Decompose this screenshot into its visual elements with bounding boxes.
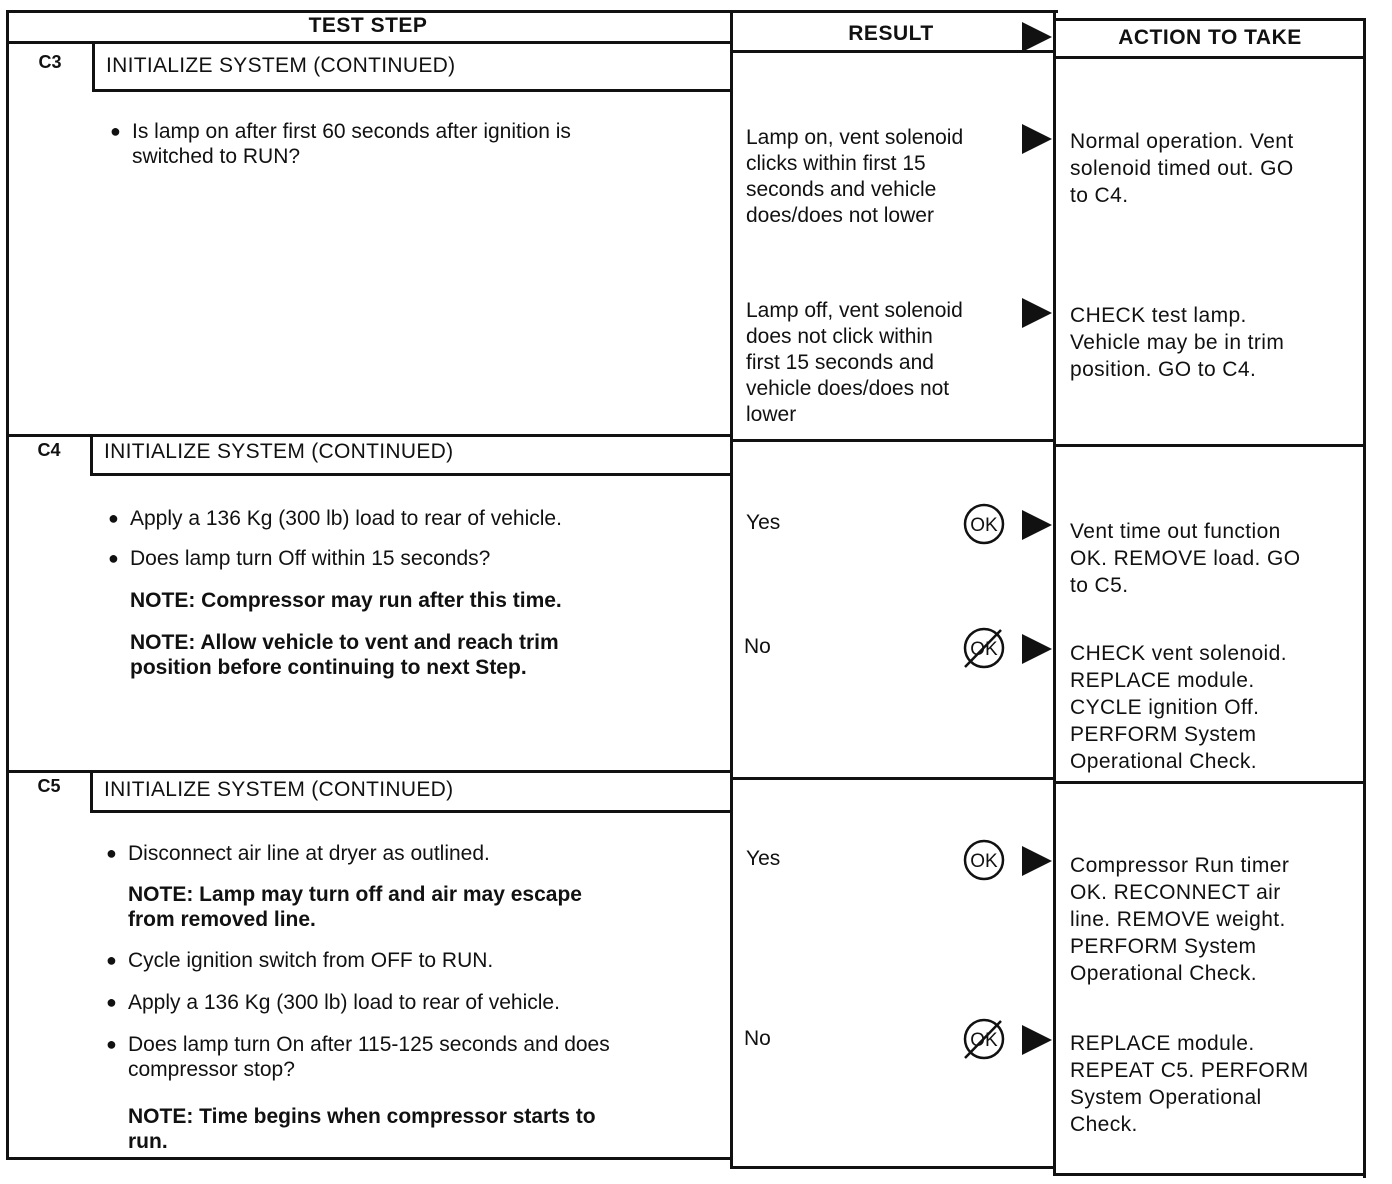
c4-action-no bbox=[1070, 640, 1287, 775]
c3-result-2 bbox=[746, 298, 963, 428]
not-ok-icon-label: OK bbox=[970, 639, 998, 660]
instruction-text: Disconnect air line at dryer as outlined. bbox=[128, 842, 490, 865]
c3-action-1 bbox=[1070, 128, 1294, 209]
c4-instruction-2 bbox=[108, 546, 491, 571]
not-ok-circle-icon bbox=[963, 1018, 1005, 1060]
table-right-border bbox=[1363, 18, 1366, 1178]
not-ok-circle-icon bbox=[963, 627, 1005, 669]
instruction-text: Does lamp turn On after 115-125 seconds and does bbox=[128, 1033, 610, 1056]
c4-bottom-border bbox=[6, 770, 733, 773]
action-line: REPLACE module. bbox=[1070, 669, 1255, 692]
c3-action-bottom-border bbox=[1053, 444, 1366, 447]
note-text: run. bbox=[128, 1130, 168, 1153]
action-line: PERFORM System bbox=[1070, 723, 1257, 746]
bullet-icon: ● bbox=[106, 992, 117, 1012]
result-line: first 15 seconds and bbox=[746, 351, 934, 374]
result-header-bottom-border bbox=[730, 50, 1056, 53]
result-line: seconds and vehicle bbox=[746, 178, 937, 201]
c4-result-no: No bbox=[744, 635, 771, 658]
header-test-step: TEST STEP bbox=[308, 14, 428, 37]
not-ok-icon-label: OK bbox=[970, 1030, 998, 1051]
col-divider-result-action bbox=[1053, 12, 1056, 1175]
c3-id-divider bbox=[92, 42, 95, 90]
col-divider-test-result bbox=[730, 10, 733, 1167]
action-line: OK. RECONNECT air bbox=[1070, 881, 1281, 904]
c5-yes-arrow-icon bbox=[1022, 846, 1052, 876]
c5-action-no bbox=[1070, 1030, 1309, 1138]
ok-icon-label: OK bbox=[970, 851, 998, 872]
header-action-to-take: ACTION TO TAKE bbox=[1118, 26, 1302, 49]
c5-instruction-1 bbox=[106, 841, 490, 866]
ok-icon-label: OK bbox=[970, 515, 998, 536]
action-line: Operational Check. bbox=[1070, 750, 1257, 773]
action-line: PERFORM System bbox=[1070, 935, 1257, 958]
bullet-icon: ● bbox=[106, 1034, 117, 1054]
bullet-icon: ● bbox=[108, 508, 119, 528]
bullet-icon: ● bbox=[110, 121, 121, 141]
result-line: vehicle does/does not bbox=[746, 377, 950, 400]
c5-instruction-4 bbox=[106, 1032, 610, 1082]
step-id-c5: C5 bbox=[37, 776, 61, 796]
action-line: System Operational bbox=[1070, 1086, 1262, 1109]
action-line: to C5. bbox=[1070, 574, 1129, 597]
c4-note-2 bbox=[130, 630, 559, 680]
step-title-c3: INITIALIZE SYSTEM (CONTINUED) bbox=[106, 54, 456, 77]
c4-action-bottom-border bbox=[1053, 781, 1366, 784]
step-title-c5: INITIALIZE SYSTEM (CONTINUED) bbox=[104, 778, 454, 801]
ok-circle-icon bbox=[963, 503, 1005, 545]
action-line: Vent time out function bbox=[1070, 520, 1281, 543]
ok-circle-icon bbox=[963, 839, 1005, 881]
instruction-text: compressor stop? bbox=[128, 1058, 295, 1081]
table-bottom-border bbox=[6, 1157, 733, 1160]
note-text: NOTE: Time begins when compressor starts to bbox=[128, 1105, 596, 1128]
c3-result-bottom-border bbox=[730, 439, 1056, 442]
header-result: RESULT bbox=[848, 22, 934, 45]
c5-id-divider bbox=[90, 770, 93, 810]
action-line: CHECK vent solenoid. bbox=[1070, 642, 1287, 665]
c3-instruction-line-2: switched to RUN? bbox=[132, 145, 301, 168]
c4-note-1 bbox=[130, 588, 562, 613]
result-line: clicks within first 15 bbox=[746, 152, 926, 175]
c3-bottom-border bbox=[6, 434, 733, 437]
c3-result-2-arrow-icon bbox=[1022, 298, 1052, 328]
instruction-text: Cycle ignition switch from OFF to RUN. bbox=[128, 949, 494, 972]
action-line: solenoid timed out. GO bbox=[1070, 157, 1294, 180]
bullet-icon: ● bbox=[106, 843, 117, 863]
c3-action-2 bbox=[1070, 302, 1284, 383]
action-line: Normal operation. Vent bbox=[1070, 130, 1294, 153]
c4-no-arrow-icon bbox=[1022, 634, 1052, 664]
instruction-text: Apply a 136 Kg (300 lb) load to rear of vehicle. bbox=[128, 991, 560, 1014]
table-bottom-border-result bbox=[730, 1166, 1056, 1169]
action-line: position. GO to C4. bbox=[1070, 358, 1257, 381]
header-bottom-border bbox=[6, 41, 732, 44]
result-line: does/does not lower bbox=[746, 204, 934, 227]
step-title-c4: INITIALIZE SYSTEM (CONTINUED) bbox=[104, 440, 454, 463]
result-line: Lamp on, vent solenoid bbox=[746, 126, 964, 149]
c4-title-bottom bbox=[90, 473, 732, 476]
c5-title-bottom bbox=[90, 810, 732, 813]
action-line: REPEAT C5. PERFORM bbox=[1070, 1059, 1309, 1082]
c4-instruction-1 bbox=[108, 506, 562, 531]
action-line: line. REMOVE weight. bbox=[1070, 908, 1286, 931]
c5-note-1 bbox=[128, 882, 582, 932]
c3-result-1-arrow-icon bbox=[1022, 124, 1052, 154]
c5-no-arrow-icon bbox=[1022, 1025, 1052, 1055]
instruction-text: Does lamp turn Off within 15 seconds? bbox=[130, 547, 491, 570]
diagnostic-table bbox=[6, 8, 1364, 1178]
action-line: to C4. bbox=[1070, 184, 1129, 207]
c4-result-bottom-border bbox=[730, 777, 1056, 780]
c5-instruction-3 bbox=[106, 990, 560, 1015]
action-line: Compressor Run timer bbox=[1070, 854, 1290, 877]
action-line: CHECK test lamp. bbox=[1070, 304, 1247, 327]
result-line: lower bbox=[746, 403, 797, 426]
note-text: NOTE: Compressor may run after this time. bbox=[130, 589, 562, 612]
table-top-border-right bbox=[1054, 18, 1366, 21]
instruction-text: Apply a 136 Kg (300 lb) load to rear of vehicle. bbox=[130, 507, 562, 530]
note-text: position before continuing to next Step. bbox=[130, 656, 527, 679]
action-line: Vehicle may be in trim bbox=[1070, 331, 1285, 354]
note-text: NOTE: Allow vehicle to vent and reach trim bbox=[130, 631, 559, 654]
result-line: does not click within bbox=[746, 325, 933, 348]
c3-result-1 bbox=[746, 125, 963, 229]
action-header-bottom-border bbox=[1054, 56, 1366, 59]
bullet-icon: ● bbox=[106, 950, 117, 970]
c3-title-bottom bbox=[92, 89, 732, 92]
c4-result-yes: Yes bbox=[746, 511, 781, 534]
c4-yes-arrow-icon bbox=[1022, 510, 1052, 540]
c5-result-no: No bbox=[744, 1027, 771, 1050]
note-text: from removed line. bbox=[128, 908, 316, 931]
c5-instruction-2 bbox=[106, 948, 494, 973]
step-id-c3: C3 bbox=[38, 52, 62, 72]
c3-instruction bbox=[110, 119, 571, 169]
bullet-icon: ● bbox=[108, 548, 119, 568]
result-line: Lamp off, vent solenoid bbox=[746, 299, 963, 322]
action-line: Operational Check. bbox=[1070, 962, 1257, 985]
action-line: REPLACE module. bbox=[1070, 1032, 1255, 1055]
note-text: NOTE: Lamp may turn off and air may escape bbox=[128, 883, 582, 906]
c3-instruction-line-1: Is lamp on after first 60 seconds after ignition is bbox=[132, 120, 571, 143]
c4-action-yes bbox=[1070, 518, 1301, 599]
c5-action-yes bbox=[1070, 852, 1289, 987]
table-bottom-border-action bbox=[1053, 1173, 1366, 1176]
action-line: OK. REMOVE load. GO bbox=[1070, 547, 1301, 570]
header-arrow-icon bbox=[1022, 22, 1052, 52]
table-top-border bbox=[6, 10, 1058, 13]
c4-id-divider bbox=[90, 434, 93, 474]
table-left-border bbox=[6, 10, 9, 1160]
c5-result-yes: Yes bbox=[746, 847, 781, 870]
step-id-c4: C4 bbox=[37, 440, 61, 460]
action-line: CYCLE ignition Off. bbox=[1070, 696, 1260, 719]
c5-note-2 bbox=[128, 1104, 596, 1154]
action-line: Check. bbox=[1070, 1113, 1138, 1136]
